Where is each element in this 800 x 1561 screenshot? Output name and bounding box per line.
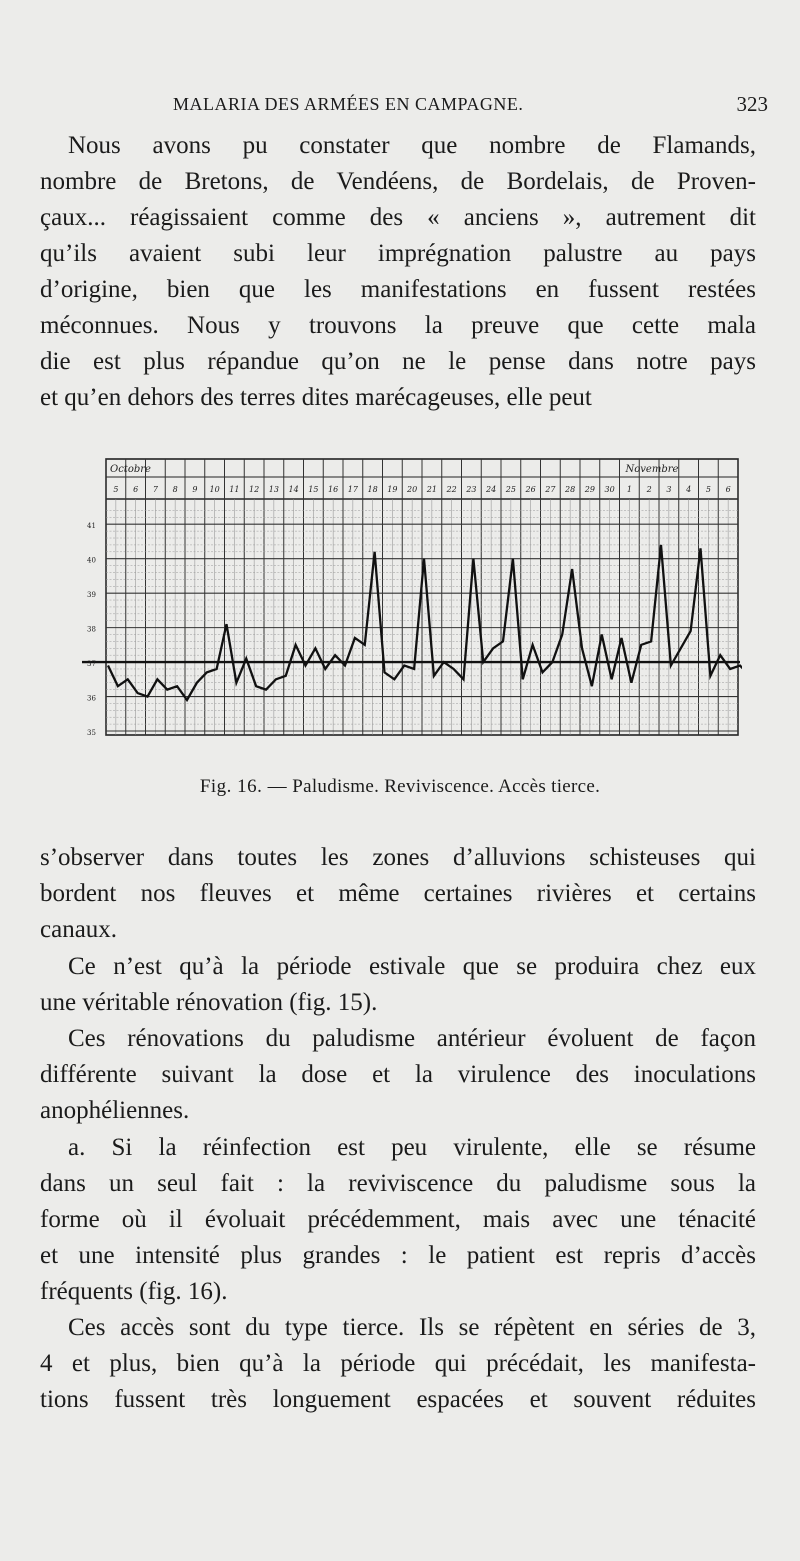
text-line: qu’ils avaient subi leur imprégnation palustre au pays: [40, 240, 756, 267]
y-tick-label: 35: [87, 729, 96, 737]
figure-caption: [0, 776, 800, 798]
day-label: 22: [446, 485, 457, 494]
day-label: 28: [565, 485, 576, 494]
day-label: 5: [113, 485, 119, 494]
day-label: 18: [367, 485, 378, 494]
running-title: MALARIA DES ARMÉES EN CAMPAGNE.: [173, 94, 524, 114]
text-line: s’observer dans toutes les zones d’alluvions schisteuses qui: [40, 844, 756, 871]
figure-caption-text: Paludisme. Reviviscence. Accès tierce.: [292, 776, 601, 797]
y-tick-label: 37: [87, 660, 96, 669]
text-line: 4 et plus, bien qu’à la période qui précédait, les manifesta-: [40, 1350, 756, 1377]
y-tick-label: 41: [87, 522, 96, 531]
day-label: 23: [466, 485, 477, 494]
day-label: 2: [646, 485, 652, 494]
paragraph: [40, 840, 756, 948]
day-label: 27: [545, 485, 556, 494]
temperature-chart: [82, 455, 742, 740]
text-line: a. Si la réinfection est peu virulente, elle se résume: [68, 1133, 756, 1161]
day-label: 17: [347, 485, 358, 494]
day-label: 3: [666, 485, 672, 494]
text-line: anophéliennes.: [40, 1097, 190, 1124]
day-label: 8: [172, 485, 178, 494]
text-line: nombre de Bretons, de Vendéens, de Bordelais, de Proven-: [40, 168, 756, 195]
paragraph: [40, 949, 756, 1021]
text-line: tions fussent très longuement espacées et souvent réduites: [40, 1386, 756, 1413]
day-label: 7: [152, 485, 158, 494]
text-line: dans un seul fait : la reviviscence du paludisme sous la: [40, 1169, 756, 1197]
text-line: fréquents (fig. 16).: [40, 1277, 228, 1305]
day-label: 4: [686, 485, 692, 494]
day-label: 1: [626, 485, 632, 494]
day-label: 20: [407, 485, 418, 494]
day-label: 13: [268, 485, 279, 494]
day-label: 15: [308, 485, 319, 494]
day-label: 24: [486, 485, 497, 494]
y-tick-label: 36: [87, 694, 96, 703]
day-label: 11: [229, 485, 240, 494]
paragraph: [40, 1130, 756, 1310]
text-line: d’origine, bien que les manifestations en fussent restées: [40, 276, 756, 303]
text-line: méconnues. Nous y trouvons la preuve que cette mala: [40, 312, 756, 339]
day-label: 6: [133, 485, 139, 494]
text-line: une véritable rénovation (fig. 15).: [40, 988, 378, 1016]
day-label: 30: [604, 485, 615, 494]
text-line: Nous avons pu constater que nombre de Flamands,: [68, 132, 756, 159]
day-label: 9: [192, 485, 198, 494]
text-line: bordent nos fleuves et même certaines rivières et certains: [40, 880, 756, 907]
text-line: çaux... réagissaient comme des « anciens », autrement dit: [40, 204, 756, 231]
day-label: 21: [426, 485, 437, 494]
day-label: 26: [525, 485, 536, 494]
paragraph: [40, 1310, 756, 1418]
text-line: Ces rénovations du paludisme antérieur évoluent de façon: [68, 1025, 756, 1052]
paragraph-top: [40, 128, 756, 416]
month-label-october: Octobre: [110, 464, 151, 475]
day-label: 25: [505, 485, 516, 494]
figure-label: Fig. 16. —: [199, 776, 288, 797]
text-line: et qu’en dehors des terres dites marécageuses, elle peut: [40, 384, 592, 411]
text-line: différente suivant la dose et la virulence des inoculations: [40, 1061, 756, 1088]
y-tick-label: 40: [87, 556, 96, 565]
day-label: 5: [705, 485, 711, 494]
month-label-november: Novembre: [625, 464, 679, 475]
text-line: et une intensité plus grandes : le patient est repris d’accès: [40, 1241, 756, 1269]
text-line: Ces accès sont du type tierce. Ils se répètent en séries de 3,: [68, 1314, 756, 1341]
paragraph: [40, 1021, 756, 1129]
day-label: 12: [249, 485, 260, 494]
text-line: canaux.: [40, 916, 118, 943]
temperature-curve: [108, 545, 742, 700]
text-line: die est plus répandue qu’on ne le pense dans notre pays: [40, 348, 756, 375]
day-label: 14: [288, 485, 299, 494]
temperature-chart-svg: [82, 455, 742, 740]
text-line: forme où il évoluait précédemment, mais avec une ténacité: [40, 1205, 756, 1233]
page-number: 323: [736, 92, 768, 116]
day-label: 19: [387, 485, 398, 494]
y-tick-label: 39: [87, 591, 96, 600]
running-head: [48, 92, 768, 120]
day-label: 10: [209, 485, 220, 494]
y-tick-label: 38: [87, 625, 96, 634]
day-label: 6: [725, 485, 731, 494]
text-line: Ce n’est qu’à la période estivale que se produira chez eux: [68, 952, 756, 980]
day-label: 29: [584, 485, 595, 494]
day-label: 16: [328, 485, 339, 494]
